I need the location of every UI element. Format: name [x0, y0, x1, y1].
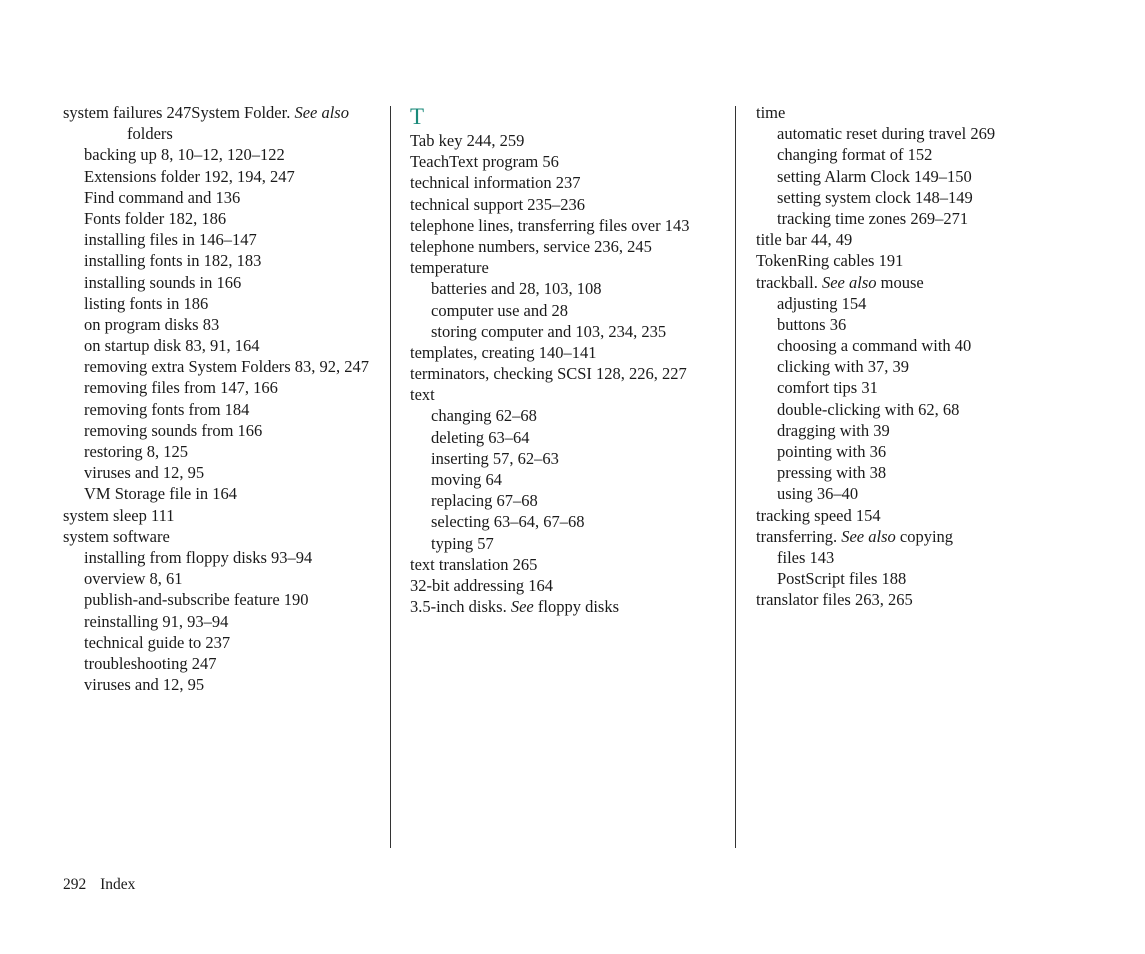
- index-subentry: backing up 8, 10–12, 120–122: [84, 145, 285, 165]
- index-subentry: Fonts folder 182, 186: [84, 208, 227, 228]
- index-subentry: clicking with 37, 39: [777, 357, 909, 377]
- column-divider-2: [735, 106, 736, 848]
- index-entry: trackball. See also mouse: [756, 272, 924, 292]
- index-subentry: computer use and 28: [431, 300, 569, 320]
- index-column-1: [63, 102, 383, 695]
- index-subentry: Extensions folder 192, 194, 247: [84, 166, 295, 186]
- index-entry: terminators, checking SCSI 128, 226, 227: [410, 364, 687, 384]
- index-entry: temperature: [410, 258, 489, 278]
- index-subentry: removing extra System Folders 83, 92, 247: [84, 357, 370, 377]
- index-entry: technical information 237: [410, 173, 581, 193]
- index-subentry: batteries and 28, 103, 108: [431, 279, 602, 299]
- index-subentry: pressing with 38: [777, 463, 887, 483]
- index-subentry: troubleshooting 247: [84, 653, 217, 673]
- index-entry: technical support 235–236: [410, 194, 586, 214]
- index-column-3: [756, 102, 1126, 611]
- index-subentry: moving 64: [431, 470, 503, 489]
- index-subentry: removing files from 147, 166: [84, 378, 278, 398]
- index-subentry: setting system clock 148–149: [777, 187, 973, 207]
- index-entry: tracking speed 154: [756, 505, 881, 525]
- index-subentry: publish-and-subscribe feature 190: [84, 590, 309, 610]
- index-subentry: PostScript files 188: [777, 569, 907, 589]
- index-subentry: installing from floppy disks 93–94: [84, 547, 313, 567]
- index-entry: title bar 44, 49: [756, 230, 853, 250]
- index-subentry: technical guide to 237: [84, 632, 231, 652]
- index-subentry: Find command and 136: [84, 187, 241, 207]
- index-subentry: viruses and 12, 95: [84, 463, 205, 483]
- index-entry: system software: [63, 526, 170, 546]
- page-footer: [63, 874, 135, 896]
- index-subentry: VM Storage file in 164: [84, 484, 238, 504]
- index-subentry: removing fonts from 184: [84, 399, 250, 419]
- index-subentry: setting Alarm Clock 149–150: [777, 166, 972, 186]
- index-entry: text translation 265: [410, 554, 538, 574]
- index-subentry: double-clicking with 62, 68: [777, 399, 960, 419]
- index-entry: translator files 263, 265: [756, 590, 913, 610]
- index-subentry: buttons 36: [777, 314, 847, 334]
- index-subentry: changing format of 152: [777, 145, 933, 165]
- index-entry: telephone lines, transferring files over 143: [410, 215, 690, 235]
- index-subentry: tracking time zones 269–271: [777, 208, 969, 228]
- index-subentry: adjusting 154: [777, 293, 867, 313]
- index-subentry: using 36–40: [777, 484, 859, 504]
- column-divider-1: [390, 106, 391, 848]
- index-subentry: selecting 63–64, 67–68: [431, 512, 585, 532]
- index-subentry: comfort tips 31: [777, 378, 878, 398]
- see-reference: See also: [821, 272, 877, 292]
- index-subentry: installing fonts in 182, 183: [84, 251, 262, 271]
- index-subentry: overview 8, 61: [84, 569, 183, 589]
- index-entry: time: [756, 103, 786, 122]
- index-subentry: files 143: [777, 547, 835, 567]
- see-reference: See also: [294, 103, 349, 122]
- index-subentry: listing fonts in 186: [84, 293, 209, 313]
- index-subentry: removing sounds from 166: [84, 420, 263, 440]
- footer-section: Index: [100, 876, 136, 893]
- index-entry: text: [410, 385, 435, 405]
- index-subentry: automatic reset during travel 269: [777, 124, 996, 144]
- index-subentry: viruses and 12, 95: [84, 675, 205, 695]
- index-subentry: installing sounds in 166: [84, 272, 242, 292]
- index-entry: templates, creating 140–141: [410, 342, 597, 362]
- index-subentry: replacing 67–68: [431, 491, 538, 511]
- page-number: 292: [63, 876, 87, 893]
- index-entry: system sleep 111: [63, 505, 175, 525]
- index-subentry: installing files in 146–147: [84, 230, 257, 250]
- index-entry: 3.5-inch disks. See floppy disks: [410, 597, 620, 617]
- index-entry: folders: [127, 124, 173, 144]
- letter-heading: T: [410, 104, 425, 129]
- index-subentry: restoring 8, 125: [84, 442, 189, 461]
- index-entry: system failures 247System Folder. See also: [63, 103, 349, 122]
- index-subentry: changing 62–68: [431, 406, 537, 426]
- index-subentry: inserting 57, 62–63: [431, 448, 559, 468]
- index-entry: TokenRing cables 191: [756, 251, 904, 271]
- index-entry: TeachText program 56: [410, 152, 559, 172]
- see-reference: See also: [841, 526, 896, 546]
- index-subentry: storing computer and 103, 234, 235: [431, 321, 667, 341]
- index-entry: 32-bit addressing 164: [410, 575, 553, 595]
- index-subentry: pointing with 36: [777, 442, 887, 461]
- index-subentry: on program disks 83: [84, 314, 220, 334]
- index-subentry: typing 57: [431, 533, 494, 553]
- index-subentry: deleting 63–64: [431, 427, 530, 447]
- index-entry: telephone numbers, service 236, 245: [410, 236, 652, 256]
- see-reference: See: [510, 597, 534, 617]
- index-entry: transferring. See also copying: [756, 526, 954, 546]
- index-subentry: choosing a command with 40: [777, 336, 972, 356]
- index-subentry: dragging with 39: [777, 420, 890, 440]
- index-subentry: on startup disk 83, 91, 164: [84, 336, 260, 356]
- index-entry: Tab key 244, 259: [410, 131, 525, 150]
- index-column-2: [410, 102, 730, 617]
- index-subentry: reinstalling 91, 93–94: [84, 611, 229, 631]
